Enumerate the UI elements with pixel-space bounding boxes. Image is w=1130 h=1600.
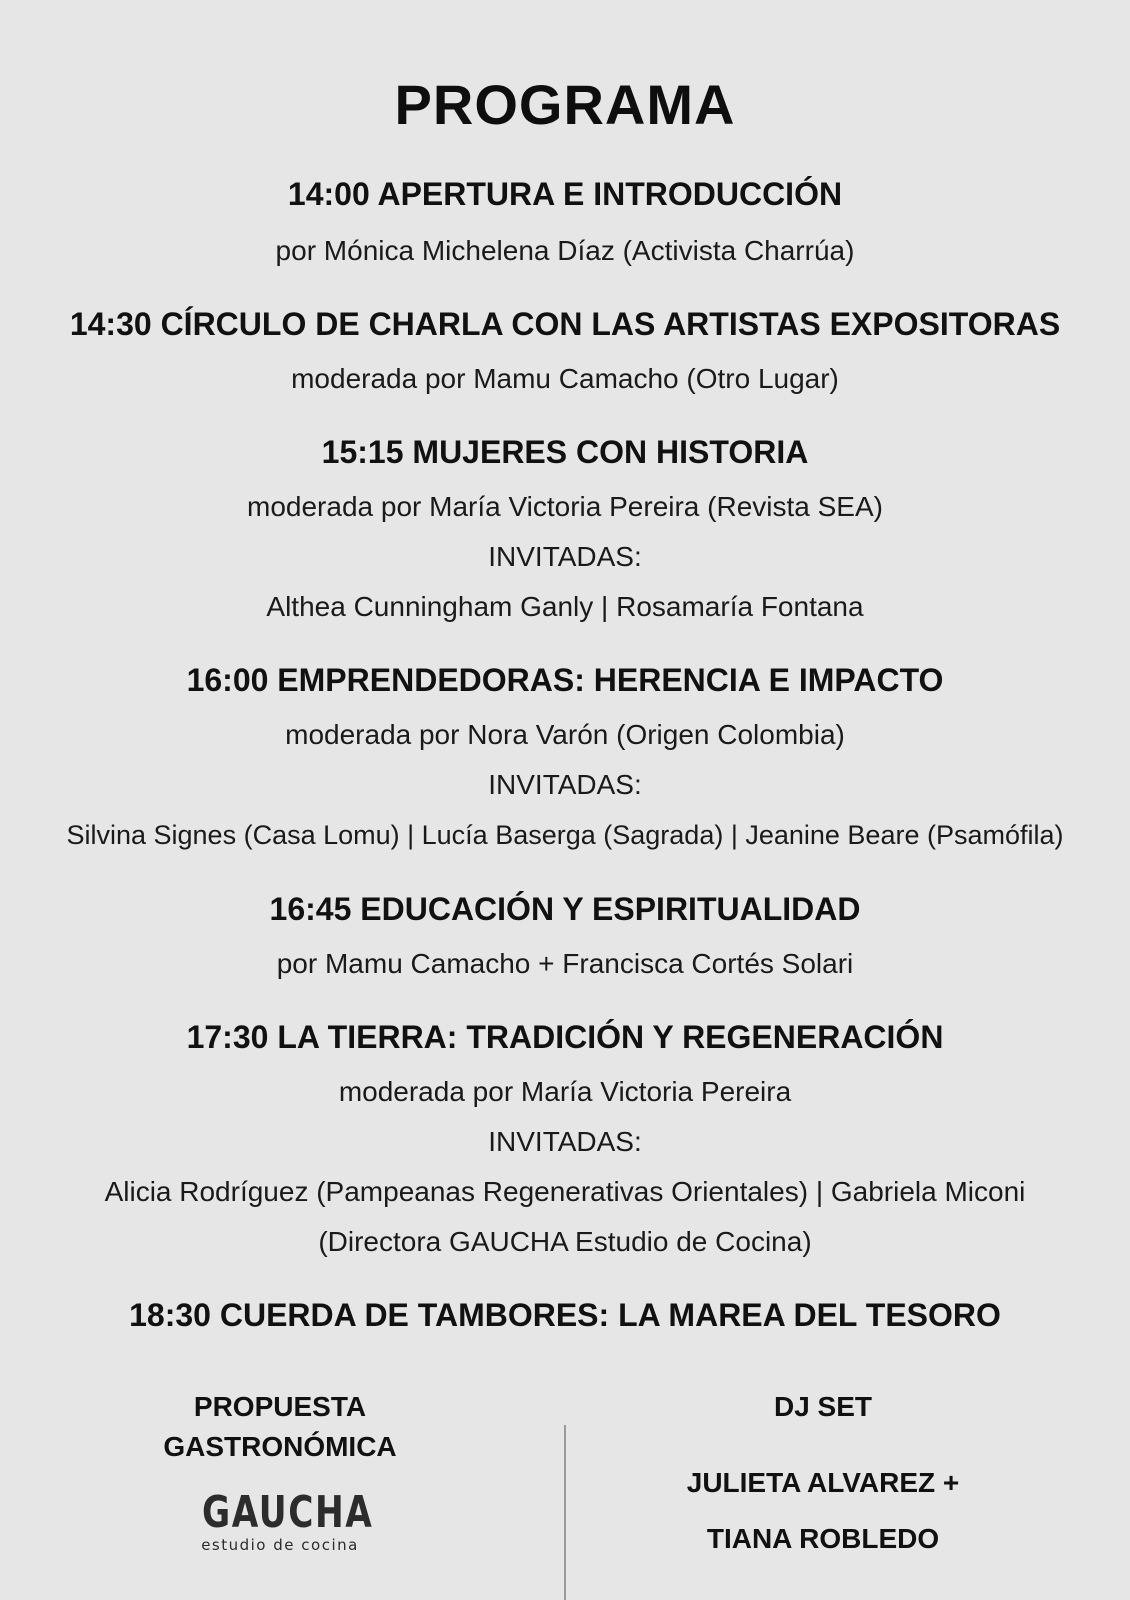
schedule-detail: moderada por Nora Varón (Origen Colombia) <box>285 719 845 750</box>
schedule-heading-1400: 14:00 APERTURA E INTRODUCCIÓN <box>287 176 843 212</box>
dj-set-section <box>623 1387 1023 1427</box>
schedule-detail: moderada por Mamu Camacho (Otro Lugar) <box>291 363 839 394</box>
dj-names <box>623 1455 1023 1567</box>
schedule-heading-1730: 17:30 LA TIERRA: TRADICIÓN Y REGENERACIÓN <box>186 1019 944 1055</box>
schedule-detail: por Mamu Camacho + Francisca Cortés Solari <box>276 948 854 979</box>
dj-name-line2: TIANA ROBLEDO <box>706 1523 940 1554</box>
schedule-heading-1830: 18:30 CUERDA DE TAMBORES: LA MAREA DEL TESORO <box>129 1297 1001 1333</box>
guests-list: Alicia Rodríguez (Pampeanas Regenerativas Orientales) | Gabriela Miconi <box>104 1176 1026 1207</box>
gaucha-logo <box>180 1487 380 1554</box>
guests-list: Silvina Signes (Casa Lomu) | Lucía Baserga (Sagrada) | Jeanine Beare (Psamófila) <box>66 820 1064 850</box>
schedule-heading-1600: 16:00 EMPRENDEDORAS: HERENCIA E IMPACTO <box>186 662 944 698</box>
guests-label: INVITADAS: <box>488 769 642 800</box>
schedule-detail: moderada por María Victoria Pereira (Revista SEA) <box>247 491 883 522</box>
guests-label: INVITADAS: <box>488 541 642 572</box>
dj-name-line1: JULIETA ALVAREZ + <box>686 1467 960 1498</box>
schedule-detail: moderada por María Victoria Pereira <box>338 1076 792 1107</box>
gaucha-logo-word: GAUCHA <box>202 1487 374 1538</box>
guests-label: INVITADAS: <box>488 1126 642 1157</box>
footer-divider <box>564 1425 566 1600</box>
gaucha-logo-tagline: estudio de cocina <box>201 1536 359 1554</box>
schedule-heading-1430: 14:30 CÍRCULO DE CHARLA CON LAS ARTISTAS EXPOSITORAS <box>69 306 1061 342</box>
guests-list-continued: (Directora GAUCHA Estudio de Cocina) <box>318 1226 812 1257</box>
schedule-heading-1645: 16:45 EDUCACIÓN Y ESPIRITUALIDAD <box>269 891 861 927</box>
food-offer-section <box>80 1387 480 1467</box>
food-offer-title-line2: GASTRONÓMICA <box>163 1431 397 1462</box>
dj-set-title: DJ SET <box>773 1391 873 1422</box>
page-title: PROGRAMA <box>394 73 736 136</box>
schedule-heading-1515: 15:15 MUJERES CON HISTORIA <box>321 434 809 470</box>
guests-list: Althea Cunningham Ganly | Rosamaría Fontana <box>266 591 864 622</box>
food-offer-title-line1: PROPUESTA <box>193 1391 367 1422</box>
schedule-detail: por Mónica Michelena Díaz (Activista Charrúa) <box>275 235 855 266</box>
